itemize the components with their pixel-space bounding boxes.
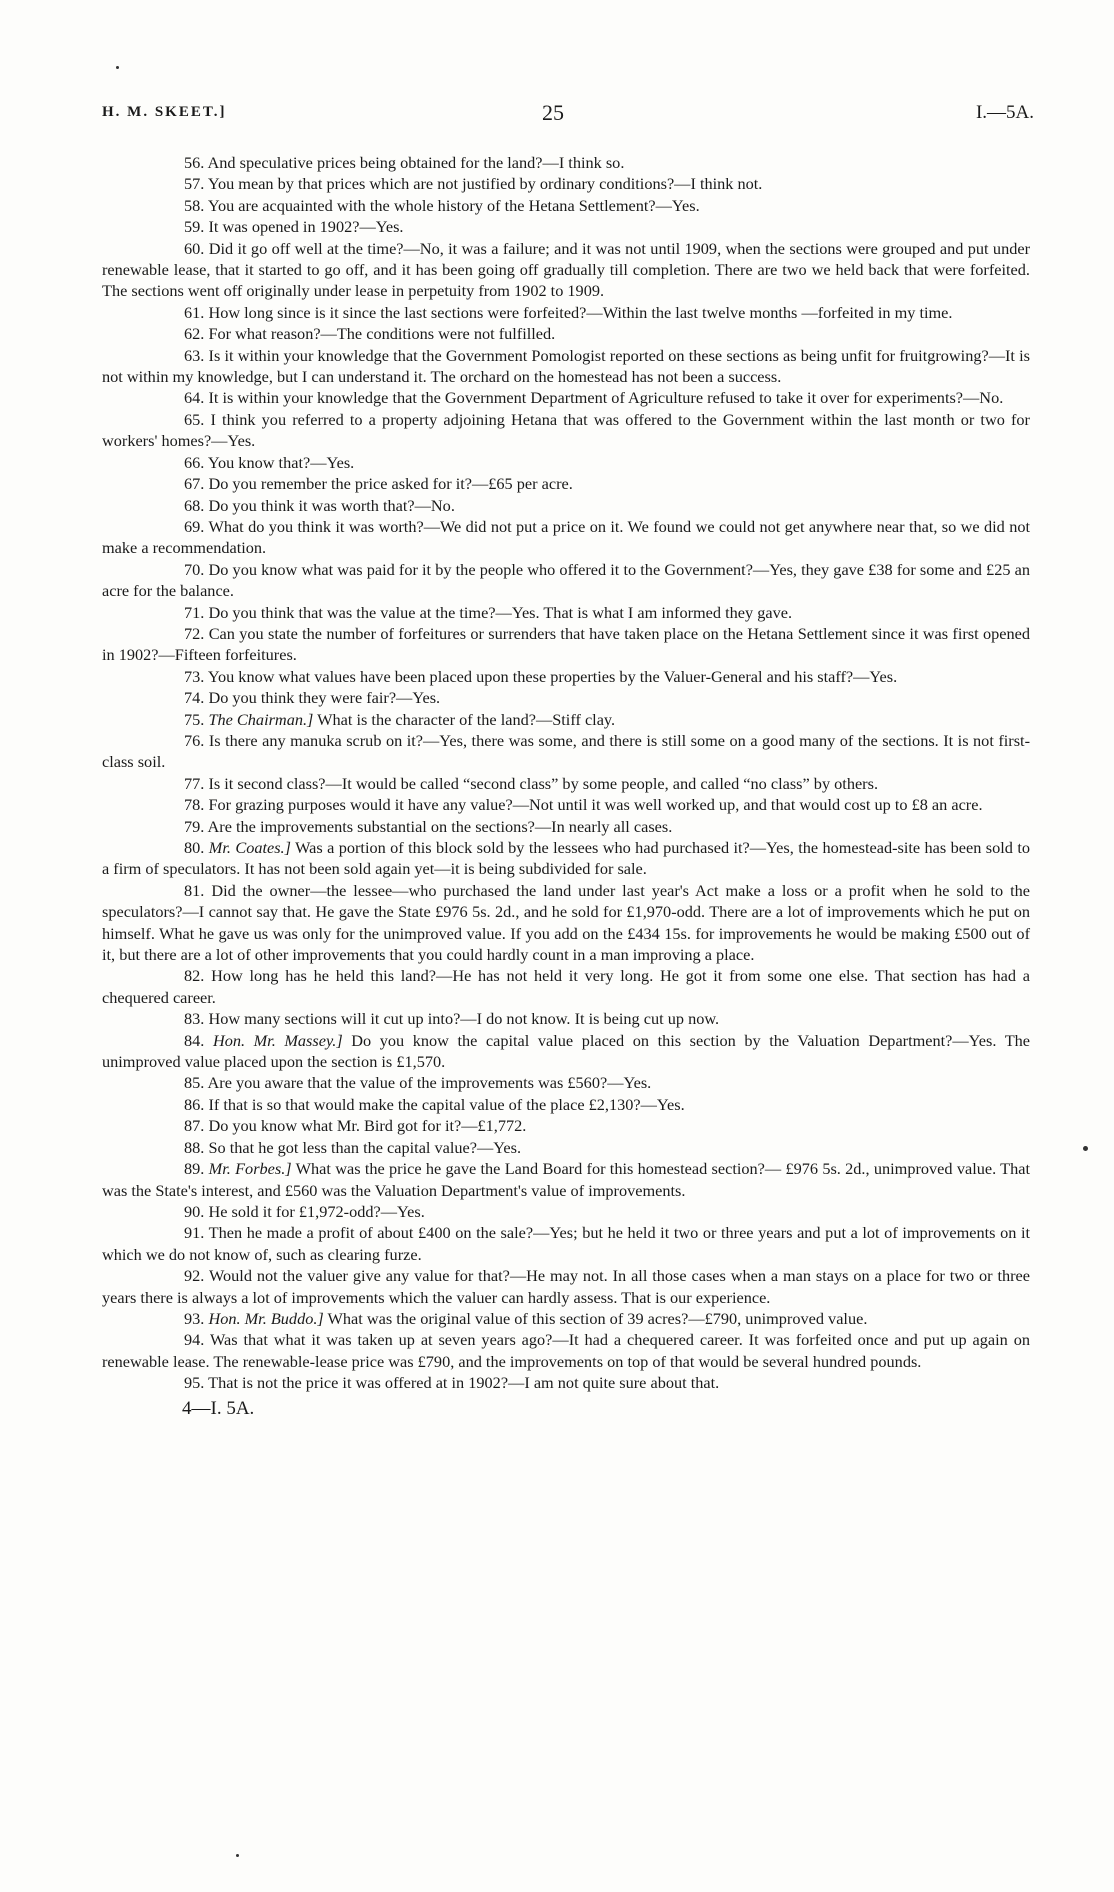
question-answer-text: For grazing purposes would it have any value?—Not until it was well worked up, and that would cost up to £8 an acre. <box>208 795 983 815</box>
question-number: 70. <box>184 559 205 579</box>
testimony-paragraph <box>102 1158 1030 1201</box>
testimony-paragraph <box>102 559 1030 602</box>
question-answer-text: Was a portion of this block sold by the lessees who had purchased it?—Yes, the homestead-site has been sold to a firm of speculators. It has not been sold again yet—it is being subdivided for sale. <box>102 838 1030 879</box>
question-number: 72. <box>184 623 205 643</box>
question-number: 89. <box>184 1159 205 1179</box>
testimony-paragraph <box>102 1372 1030 1393</box>
question-answer-text: It is within your knowledge that the Government Department of Agriculture refused to take it over for experiments?—No. <box>208 388 1004 408</box>
speaker-name: The Chairman.] <box>208 709 314 729</box>
testimony-paragraph <box>102 1008 1030 1029</box>
question-answer-text: Do you know the capital value placed on this section by the Valuation Department?—Yes. The unimproved value placed upon the section is £1,570. <box>102 1030 1031 1072</box>
speck-mark <box>236 1854 239 1857</box>
question-number: 75. <box>184 709 205 729</box>
speaker-name: Mr. Coates.] <box>208 838 291 857</box>
page-number: 25 <box>542 100 564 125</box>
question-number: 95. <box>184 1373 205 1393</box>
question-answer-text: How many sections will it cut up into?—I do not know. It is being cut up now. <box>208 1009 720 1029</box>
question-answer-text: Did the owner—the lessee—who purchased the land under last year's Act make a loss or a profit when he sold to the speculators?—I cannot say that. He gave the State £976 5s. 2d., and he sold for £1,970-odd. There are a lot of improvements which he put on himself. What he gave us was only for the unimproved value. If you add on the £434 15s. for improvements he would be making £500 out of it, but there are a lot of other improvements that you could hardly count in a man improving a place. <box>102 880 1030 965</box>
speaker-name: Mr. Forbes.] <box>208 1159 292 1179</box>
testimony-paragraph <box>102 152 1030 173</box>
question-number: 66. <box>184 452 205 472</box>
testimony-paragraph <box>102 773 1030 794</box>
question-answer-text: You know what values have been placed upon these properties by the Valuer-General and his staff?—Yes. <box>207 666 898 686</box>
question-number: 83. <box>184 1009 205 1029</box>
question-number: 77. <box>184 773 205 793</box>
testimony-paragraph <box>102 387 1030 408</box>
question-number: 62. <box>184 324 205 344</box>
question-answer-text: Is it second class?—It would be called “second class” by some people, and called “no class” by others. <box>208 773 879 793</box>
question-number: 69. <box>184 516 205 536</box>
header-paper-reference: I.—5A. <box>975 102 1034 123</box>
question-number: 64. <box>184 388 205 408</box>
question-answer-text: Is there any manuka scrub on it?—Yes, there was some, and there is still some on a good many of the sections. It is not first-class soil. <box>102 730 1030 772</box>
question-number: 80. <box>184 838 205 857</box>
question-answer-text: And speculative prices being obtained for the land?—I think so. <box>207 153 625 172</box>
question-answer-text: You are acquainted with the whole history of the Hetana Settlement?—Yes. <box>207 195 700 215</box>
testimony-paragraph <box>102 1072 1030 1093</box>
question-answer-text: You know that?—Yes. <box>207 452 355 472</box>
question-number: 78. <box>184 795 205 815</box>
testimony-paragraph <box>102 302 1030 323</box>
question-answer-text: What do you think it was worth?—We did not put a price on it. We found we could not get anywhere near that, so we did not make a recommendation. <box>102 516 1031 558</box>
testimony-paragraph <box>102 216 1030 237</box>
question-number: 85. <box>184 1073 205 1093</box>
question-answer-text: How long since is it since the last sections were forfeited?—Within the last twelve months —forfeited in my time. <box>208 302 953 322</box>
question-number: 65. <box>184 409 205 429</box>
question-answer-text: Are you aware that the value of the improvements was £560?—Yes. <box>207 1073 652 1093</box>
question-number: 79. <box>184 816 205 836</box>
question-answer-text: So that he got less than the capital value?—Yes. <box>208 1137 522 1157</box>
testimony-paragraph <box>102 1222 1030 1265</box>
question-number: 63. <box>184 345 205 365</box>
testimony-paragraph <box>102 452 1030 473</box>
testimony-paragraph <box>102 1115 1030 1136</box>
question-answer-text: How long has he held this land?—He has not held it very long. He got it from some one else. That section has had a chequered career. <box>102 966 1030 1007</box>
testimony-paragraph <box>102 794 1030 815</box>
question-answer-text: What is the character of the land?—Stiff clay. <box>317 709 616 729</box>
testimony-paragraph <box>102 709 1030 730</box>
testimony-paragraph <box>102 409 1030 452</box>
testimony-paragraph <box>102 1329 1030 1372</box>
testimony-paragraph <box>102 816 1030 837</box>
question-number: 73. <box>184 666 205 686</box>
question-answer-text: He sold it for £1,972-odd?—Yes. <box>208 1201 425 1221</box>
page-header <box>102 100 1034 130</box>
speck-mark <box>1083 1146 1088 1151</box>
question-number: 86. <box>184 1094 205 1114</box>
question-answer-text: Was that what it was taken up at seven years ago?—It had a chequered career. It was forfeited once and put up again on renewable lease. The renewable-lease price was £790, and the improvements on top of that would be several hundred pounds. <box>102 1330 1030 1371</box>
question-number: 56. <box>184 153 205 172</box>
testimony-paragraph <box>102 323 1030 344</box>
testimony-paragraph <box>102 195 1030 216</box>
question-answer-text: You mean by that prices which are not justified by ordinary conditions?—I think not. <box>207 174 763 194</box>
question-number: 91. <box>184 1223 205 1243</box>
signature-mark: 4—I. 5A. <box>182 1397 255 1419</box>
question-answer-text: Is it within your knowledge that the Government Pomologist reported on these sections as being unfit for fruitgrowing?—It is not within my knowledge, but I can understand it. The orchard on the homestead has not been a success. <box>102 345 1030 387</box>
question-answer-text: What was the original value of this section of 39 acres?—£790, unimproved value. <box>327 1308 868 1328</box>
question-number: 94. <box>184 1330 205 1350</box>
question-answer-text: What was the price he gave the Land Board for this homestead section?— £976 5s. 2d., unimproved value. That was the State's interest, and £560 was the Valuation Department's value of improvements. <box>102 1159 1031 1200</box>
testimony-paragraph <box>102 666 1030 687</box>
question-answer-text: For what reason?—The conditions were not fulfilled. <box>208 324 556 344</box>
question-answer-text: Would not the valuer give any value for that?—He may not. In all those cases when a man stays on a place for two or three years there is always a lot of improvements which the valuer can hardly assess. That is our experience. <box>102 1266 1030 1307</box>
testimony-paragraph <box>102 1201 1030 1222</box>
question-answer-text: If that is so that would make the capital value of the place £2,130?—Yes. <box>208 1094 685 1114</box>
testimony-paragraph <box>102 238 1030 302</box>
question-answer-text: Do you remember the price asked for it?—£65 per acre. <box>208 474 573 494</box>
testimony-paragraph <box>102 516 1030 559</box>
question-number: 87. <box>184 1116 205 1136</box>
testimony-paragraph <box>102 173 1030 194</box>
testimony-paragraph <box>102 965 1030 1008</box>
testimony-paragraph <box>102 345 1030 388</box>
question-number: 57. <box>184 174 205 194</box>
question-number: 92. <box>184 1266 205 1286</box>
testimony-paragraph <box>102 495 1030 516</box>
question-number: 67. <box>184 474 205 494</box>
testimony-paragraph <box>102 837 1030 880</box>
testimony-paragraph <box>102 1030 1030 1073</box>
testimony-paragraph <box>102 880 1030 966</box>
question-number: 76. <box>184 730 205 750</box>
question-answer-text: Do you know what Mr. Bird got for it?—£1,772. <box>208 1116 527 1136</box>
testimony-paragraph <box>102 1308 1030 1329</box>
question-answer-text: I think you referred to a property adjoining Hetana that was offered to the Government within the last month or two for workers' homes?—Yes. <box>102 409 1030 451</box>
testimony-paragraph <box>102 623 1030 666</box>
question-number: 74. <box>184 688 205 708</box>
question-answer-text: Do you think it was worth that?—No. <box>208 495 455 515</box>
testimony-paragraph <box>102 687 1030 708</box>
question-answer-text: Do you think they were fair?—Yes. <box>208 688 441 708</box>
question-number: 59. <box>184 217 205 237</box>
question-answer-text: Then he made a profit of about £400 on the sale?—Yes; but he held it two or three years and put a lot of improvements on it which we do not know of, such as clearing furze. <box>102 1223 1030 1264</box>
question-answer-text: Are the improvements substantial on the sections?—In nearly all cases. <box>207 816 673 836</box>
testimony-body <box>102 152 1030 1419</box>
question-answer-text: Did it go off well at the time?—No, it was a failure; and it was not until 1909, when the sections were grouped and put under renewable lease, that it started to go off, and it has been going off gradually till completion. There are two we held back that were forfeited. The sections went off originally under lease in perpetuity from 1902 to 1909. <box>102 238 1030 301</box>
testimony-paragraph <box>102 730 1030 773</box>
question-number: 90. <box>184 1201 205 1221</box>
header-witness-name: H. M. SKEET.] <box>102 104 227 120</box>
question-number: 82. <box>184 966 205 986</box>
testimony-paragraph <box>102 1094 1030 1115</box>
question-answer-text: Can you state the number of forfeitures or surrenders that have taken place on the Hetana Settlement since it was first opened in 1902?—Fifteen forfeitures. <box>102 623 1030 665</box>
question-answer-text: That is not the price it was offered at in 1902?—I am not quite sure about that. <box>208 1373 720 1393</box>
question-number: 71. <box>184 602 205 622</box>
question-number: 68. <box>184 495 205 515</box>
question-answer-text: It was opened in 1902?—Yes. <box>208 217 404 237</box>
speck-mark <box>116 66 119 69</box>
testimony-paragraph <box>102 602 1030 623</box>
question-number: 58. <box>184 195 205 215</box>
question-number: 61. <box>184 302 205 322</box>
question-number: 81. <box>184 880 205 900</box>
question-answer-text: Do you know what was paid for it by the people who offered it to the Government?—Yes, they gave £38 for some and £25 an acre for the balance. <box>102 559 1030 601</box>
question-number: 60. <box>184 238 205 258</box>
question-number: 84. <box>184 1030 205 1050</box>
speaker-name: Hon. Mr. Buddo.] <box>208 1308 324 1328</box>
testimony-paragraph <box>102 1265 1030 1308</box>
question-number: 88. <box>184 1137 205 1157</box>
question-number: 93. <box>184 1308 205 1328</box>
testimony-paragraph <box>102 473 1030 494</box>
question-answer-text: Do you think that was the value at the time?—Yes. That is what I am informed they gave. <box>208 602 793 622</box>
testimony-paragraph <box>102 1137 1030 1158</box>
speaker-name: Hon. Mr. Massey.] <box>212 1030 343 1050</box>
